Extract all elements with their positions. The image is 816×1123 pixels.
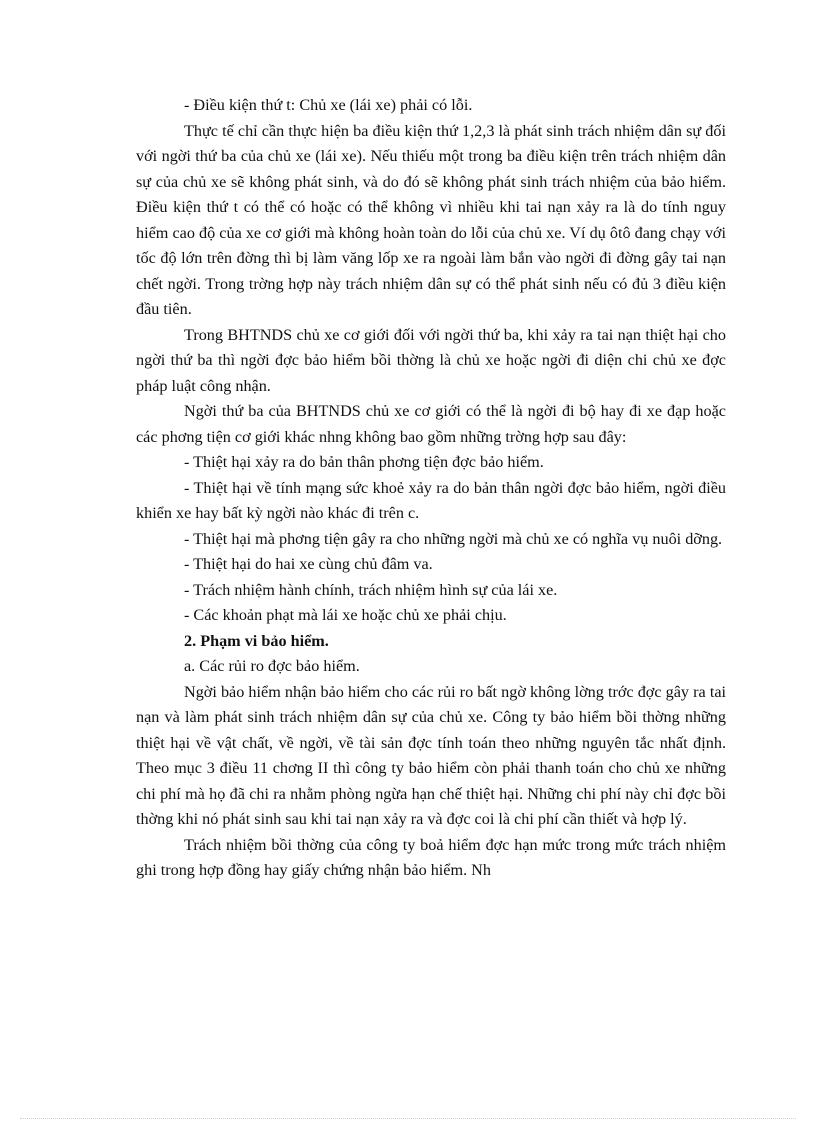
list-item-exclusion-6: - Các khoản phạt mà lái xe hoặc chủ xe phải chịu.	[184, 606, 507, 624]
paragraph-third-party-definition: Ngời thứ ba của BHTNDS chủ xe cơ giới có thể là ngời đi bộ hay đi xe đạp hoặc các phơng tiện cơ giới khác nhng không bao gồm những trờng hợp sau đây:	[136, 402, 726, 446]
paragraph-condition-4: - Điều kiện thứ t: Chủ xe (lái xe) phải có lỗi.	[184, 96, 473, 114]
paragraph-insured-risks: Ngời bảo hiểm nhận bảo hiểm cho các rủi ro bất ngờ không lờng trớc đợc gây ra tai nạn và làm phát sinh trách nhiệm dân sự của chủ xe. Công ty bảo hiểm bồi thờng những thiệt hại về vật chất, về ngời, về tài sản đợc tính toán theo những nguyên tắc nhất định. Theo mục 3 điều 11 chơng II thì công ty bảo hiểm còn phải thanh toán cho chủ xe những chi phí mà họ đã chi ra nhằm phòng ngừa hạn chế thiệt hại. Những chi phí này chỉ đợc bồi thờng khi nó phát sinh sau khi tai nạn xảy ra và đợc coi là chi phí cần thiết và hợp lý.	[136, 682, 726, 828]
document-body	[136, 93, 726, 884]
subheading-insured-risks: a. Các rủi ro đợc bảo hiểm.	[184, 657, 360, 675]
list-item-exclusion-3: - Thiệt hại mà phơng tiện gây ra cho những ngời mà chủ xe có nghĩa vụ nuôi dỡng.	[184, 529, 723, 548]
page-bottom-divider	[20, 1118, 796, 1119]
paragraph-compensation-limit: Trách nhiệm bồi thờng của công ty boả hiểm đợc hạn mức trong mức trách nhiệm ghi trong hợp đồng hay giấy chứng nhận bảo hiểm. Nh	[136, 835, 726, 879]
list-item-exclusion-4: - Thiệt hại do hai xe cùng chủ đâm va.	[184, 555, 433, 573]
section-heading-scope: 2. Phạm vi bảo hiểm.	[184, 631, 329, 650]
paragraph-insured-party: Trong BHTNDS chủ xe cơ giới đối với ngời thứ ba, khi xảy ra tai nạn thiệt hại cho ngời thứ ba thì ngời đợc bảo hiểm bồi thờng là chủ xe hoặc ngời đi diện chi chủ xe đợc pháp luật công nhận.	[136, 325, 726, 395]
list-item-exclusion-5: - Trách nhiệm hành chính, trách nhiệm hình sự của lái xe.	[184, 580, 558, 599]
paragraph-conditions-summary: Thực tế chỉ cần thực hiện ba điều kiện thứ 1,2,3 là phát sinh trách nhiệm dân sự đối với ngời thứ ba của chủ xe (lái xe). Nếu thiếu một trong ba điều kiện trên trách nhiệm dân sự của chủ xe sẽ không phát sinh, và do đó sẽ không phát sinh trách nhiệm của bảo hiểm. Điều kiện thứ t có thể có hoặc có thể không vì nhiều khi tai nạn xảy ra là do tính nguy hiểm cao độ của xe cơ giới mà không hoàn toàn do lỗi của chủ xe. Ví dụ ôtô đang chạy với tốc độ lớn trên đờng thì bị làm văng lốp xe ra ngoài làm bắn vào ngời đi đờng gây tai nạn chết ngời. Trong trờng hợp này trách nhiệm dân sự có thể phát sinh nếu có đủ 3 điều kiện đầu tiên.	[136, 121, 726, 318]
list-item-exclusion-2: - Thiệt hại về tính mạng sức khoẻ xảy ra do bản thân ngời đợc bảo hiểm, ngời điều khiển xe hay bất kỳ ngời nào khác đi trên c.	[136, 478, 726, 522]
list-item-exclusion-1: - Thiệt hại xảy ra do bản thân phơng tiện đợc bảo hiểm.	[184, 453, 544, 471]
